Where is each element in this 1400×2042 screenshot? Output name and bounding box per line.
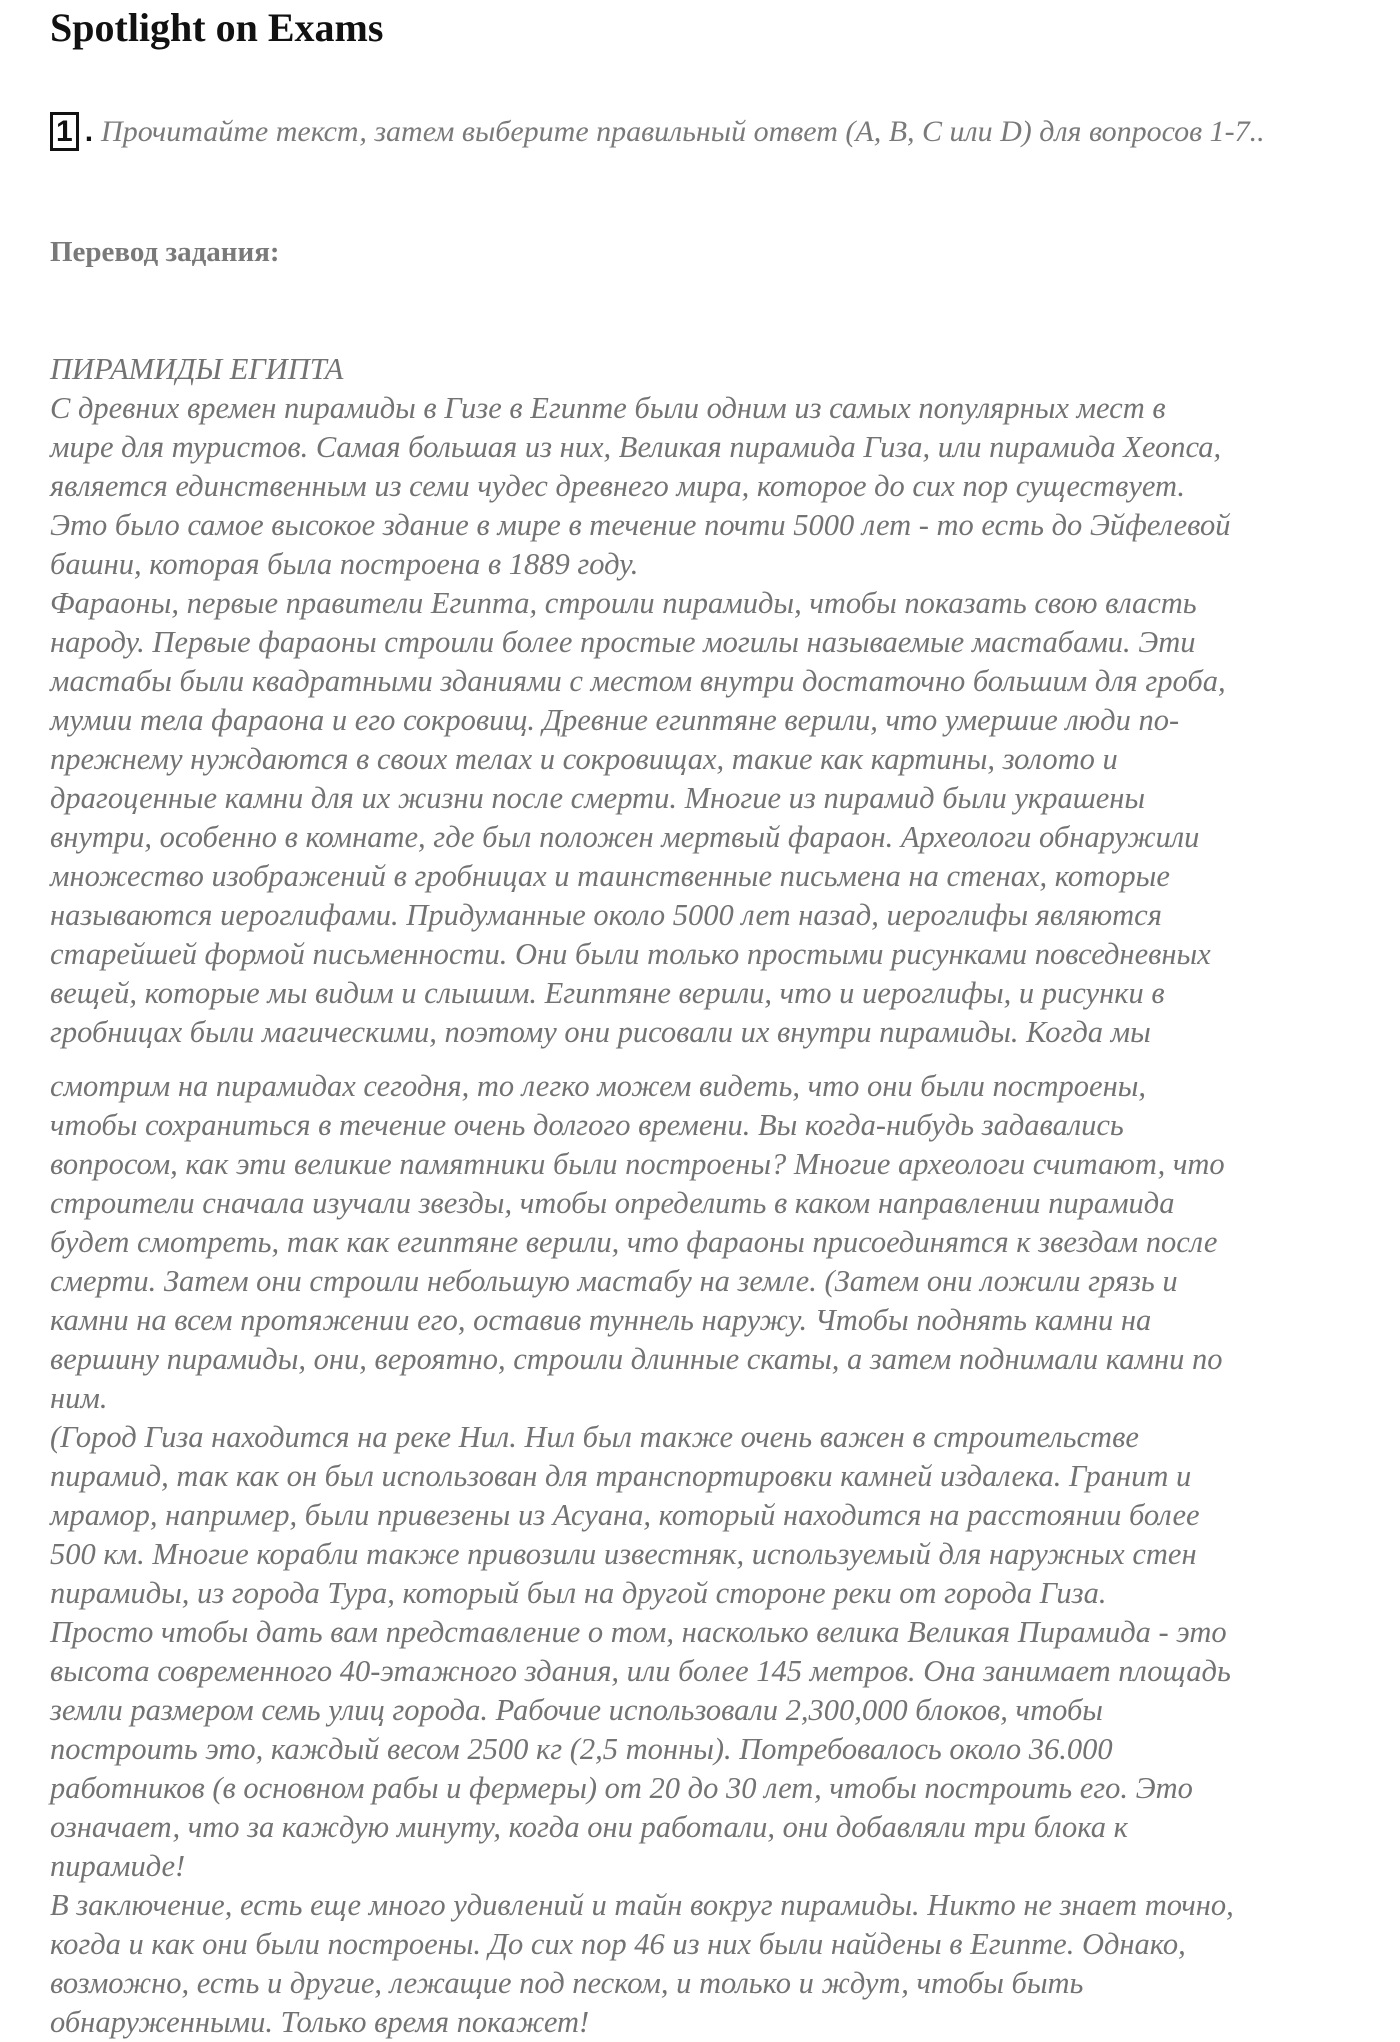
passage-line: вещей, которые мы видим и слышим. Египтяне верили, что и иероглифы, и рисунки в [50,976,1165,1010]
passage-line: называются иероглифами. Придуманные около 5000 лет назад, иероглифы являются [50,898,1162,932]
passage-line: смотрим на пирамидах сегодня, то легко можем видеть, что они были построены, [50,1069,1146,1103]
passage-line: старейшей формой письменности. Они были только простыми рисунками повседневных [50,937,1211,971]
passage-line: является единственным из семи чудес древнего мира, которое до сих пор существует. [50,469,1186,503]
passage-line: пирамид, так как он был использован для транспортировки камней издалека. Гранит и [50,1459,1192,1493]
task-instruction-text: Прочитайте текст, затем выберите правильный ответ (A, B, C или D) для вопросов 1-7.. [101,115,1265,148]
passage-line: С древних времен пирамиды в Гизе в Египте были одним из самых популярных мест в [50,391,1166,425]
passage-line: (Город Гиза находится на реке Нил. Нил был также очень важен в строительстве [50,1420,1139,1454]
text-passage-part-2 [50,1067,1380,2042]
passage-line: вопросом, как эти великие памятники были построены? Многие археологи считают, что [50,1147,1225,1181]
passage-line: смерти. Затем они строили небольшую мастабу на земле. (Затем они ложили грязь и [50,1264,1178,1298]
passage-line: Это было самое высокое здание в мире в течение почти 5000 лет - то есть до Эйфелевой [50,508,1231,542]
passage-line: камни на всем протяжении его, оставив туннель наружу. Чтобы поднять камни на [50,1303,1152,1337]
task-number-box: 1 [50,112,79,151]
passage-line: означает, что за каждую минуту, когда они работали, они добавляли три блока к [50,1810,1128,1844]
passage-line: драгоценные камни для их жизни после смерти. Многие из пирамид были украшены [50,781,1146,815]
passage-line: мрамор, например, были привезены из Асуана, который находится на расстоянии более [50,1498,1200,1532]
passage-line: будет смотреть, так как египтяне верили, что фараоны присоединятся к звездам после [50,1225,1218,1259]
passage-line: высота современного 40-этажного здания, или более 145 метров. Она занимает площадь [50,1654,1231,1688]
passage-line: пирамиды, из города Тура, который был на другой стороне реки от города Гиза. [50,1576,1107,1610]
task-instruction-block [50,111,1370,152]
passage-line: вершину пирамиды, они, вероятно, строили длинные скаты, а затем поднимали камни по [50,1342,1223,1376]
passage-line: прежнему нуждаются в своих телах и сокровищах, такие как картины, золото и [50,742,1118,776]
passage-line: множество изображений в гробницах и таинственные письмена на стенах, которые [50,859,1170,893]
passage-line: мастабы были квадратными зданиями с местом внутри достаточно большим для гроба, [50,664,1226,698]
passage-line: мумии тела фараона и его сокровищ. Древние египтяне верили, что умершие люди по- [50,703,1180,737]
passage-line: мире для туристов. Самая большая из них, Великая пирамида Гиза, или пирамида Хеопса, [50,430,1222,464]
passage-line: строители сначала изучали звезды, чтобы определить в каком направлении пирамида [50,1186,1175,1220]
passage-line: чтобы сохраниться в течение очень долгого времени. Вы когда-нибудь задавались [50,1108,1124,1142]
passage-line: 500 км. Многие корабли также привозили известняк, используемый для наружных стен [50,1537,1197,1571]
passage-line: когда и как они были построены. До сих пор 46 из них были найдены в Египте. Однако, [50,1927,1186,1961]
passage-line: обнаруженными. Только время покажет! [50,2005,590,2039]
translation-subheading: Перевод задания: [50,236,280,268]
passage-line: земли размером семь улиц города. Рабочие использовали 2,300,000 блоков, чтобы [50,1693,1103,1727]
passage-line: Фараоны, первые правители Египта, строили пирамиды, чтобы показать свою власть [50,586,1197,620]
passage-line: ним. [50,1381,108,1415]
passage-line: В заключение, есть еще много удивлений и тайн вокруг пирамиды. Никто не знает точно, [50,1888,1234,1922]
passage-line: построить это, каждый весом 2500 кг (2,5 тонны). Потребовалось около 36.000 [50,1732,1113,1766]
passage-line: гробницах были магическими, поэтому они рисовали их внутри пирамиды. Когда мы [50,1015,1151,1049]
passage-line: башни, которая была построена в 1889 году. [50,547,639,581]
passage-line: внутри, особенно в комнате, где был положен мертвый фараон. Археологи обнаружили [50,820,1200,854]
passage-line: возможно, есть и другие, лежащие под песком, и только и ждут, чтобы быть [50,1966,1084,2000]
page-title: Spotlight on Exams [50,5,384,50]
passage-line: Просто чтобы дать вам представление о том, насколько велика Великая Пирамида - это [50,1615,1227,1649]
passage-line: ПИРАМИДЫ ЕГИПТА [50,352,344,386]
passage-line: пирамиде! [50,1849,186,1883]
text-passage-part-1 [50,350,1380,1052]
task-number-suffix: . [84,115,94,148]
passage-line: народу. Первые фараоны строили более простые могилы называемые мастабами. Эти [50,625,1196,659]
passage-line: работников (в основном рабы и фермеры) от 20 до 30 лет, чтобы построить его. Это [50,1771,1193,1805]
